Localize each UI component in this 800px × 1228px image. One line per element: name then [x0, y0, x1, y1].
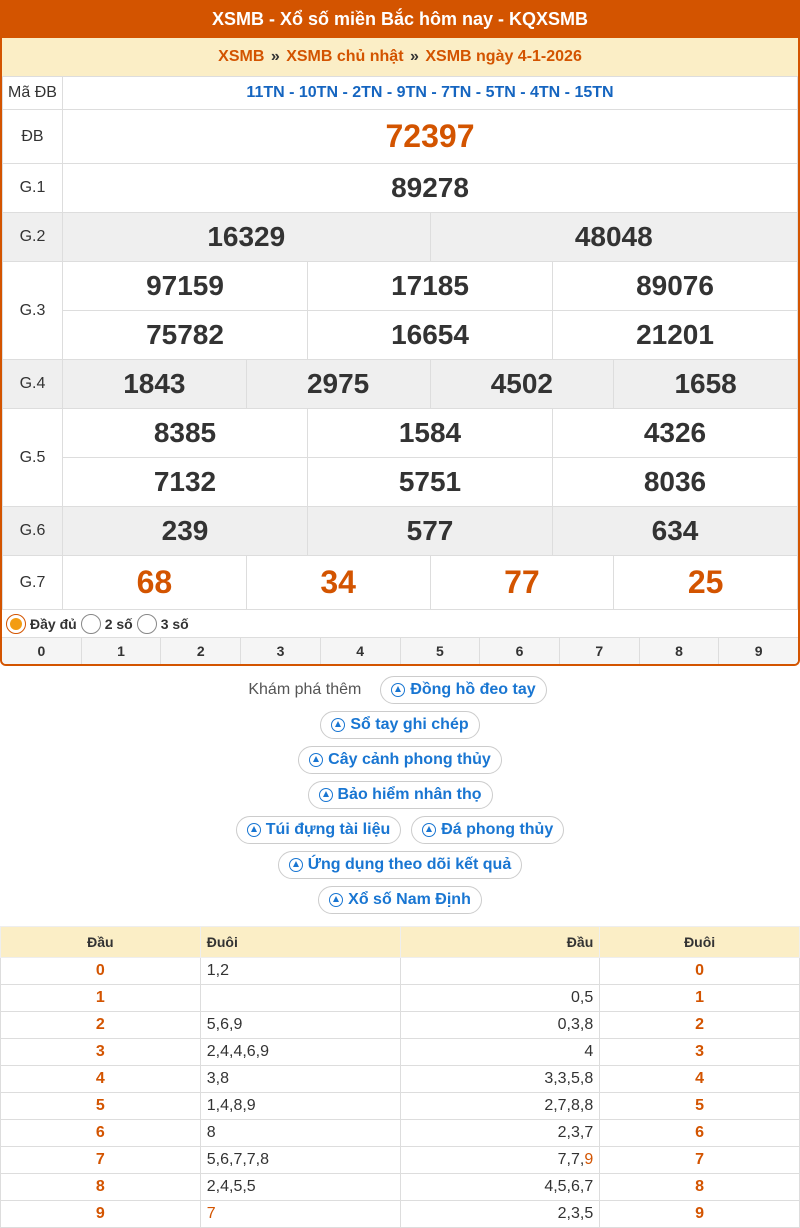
filter-3-digit-label: 3 số [160, 615, 189, 632]
table-row [1, 1147, 800, 1174]
loto-heads-text: 7,7, [557, 1151, 585, 1168]
explore-chip[interactable] [278, 851, 522, 879]
explore-chip-label: Đồng hồ đeo tay [410, 681, 536, 698]
loto-heads-highlight: 9 [584, 1151, 594, 1168]
filter-2-digit-option[interactable] [81, 614, 133, 634]
loto-tail-digit: 2 [600, 1012, 800, 1039]
bolt-icon [329, 893, 343, 907]
loto-tail-digit: 3 [600, 1039, 800, 1066]
prize-g1: 89278 [63, 164, 798, 213]
loto-head-digit: 9 [1, 1201, 201, 1228]
prize-g3: 89076 [553, 262, 798, 311]
loto-heads: 3,3,5,8 [400, 1066, 600, 1093]
table-row [1, 985, 800, 1012]
bolt-icon [247, 823, 261, 837]
prize-g6: 239 [63, 507, 308, 556]
table-row [1, 1012, 800, 1039]
prize-g4: 4502 [430, 360, 614, 409]
loto-tails: 1,4,8,9 [200, 1093, 400, 1120]
loto-head-digit: 0 [1, 958, 201, 985]
loto-tail-digit: 5 [600, 1093, 800, 1120]
breadcrumb [2, 38, 798, 76]
loto-header-dau: Đầu [1, 927, 201, 958]
table-row [1, 1174, 800, 1201]
digit-button[interactable]: 2 [161, 638, 241, 664]
loto-head-digit: 2 [1, 1012, 201, 1039]
breadcrumb-xsmb-link[interactable]: XSMB [218, 48, 265, 65]
prize-g5: 8036 [553, 458, 798, 507]
table-row [1, 1093, 800, 1120]
radio-unchecked-icon[interactable] [81, 614, 101, 634]
breadcrumb-sunday-link[interactable]: XSMB chủ nhật [286, 48, 404, 65]
digit-highlight-bar [2, 638, 798, 664]
prize-label-g5: G.5 [3, 409, 63, 507]
loto-head-digit: 1 [1, 985, 201, 1012]
digit-button[interactable]: 3 [241, 638, 321, 664]
explore-chip[interactable] [318, 886, 482, 914]
bolt-icon [309, 753, 323, 767]
explore-chip[interactable] [320, 711, 479, 739]
prize-g3: 21201 [553, 311, 798, 360]
table-row [1, 1120, 800, 1147]
bolt-icon [391, 683, 405, 697]
bolt-icon [289, 858, 303, 872]
explore-chip[interactable] [308, 781, 493, 809]
prize-label-db: ĐB [3, 110, 63, 164]
prize-g5: 8385 [63, 409, 308, 458]
loto-heads: 2,3,7 [400, 1120, 600, 1147]
prize-g3: 17185 [308, 262, 553, 311]
loto-heads: 0,5 [400, 985, 600, 1012]
prize-label-g1: G.1 [3, 164, 63, 213]
prize-g2: 48048 [430, 213, 798, 262]
loto-tails: 2,4,4,6,9 [200, 1039, 400, 1066]
filter-2-digit-label: 2 số [104, 615, 133, 632]
prize-g7: 77 [430, 556, 614, 610]
digit-button[interactable]: 1 [82, 638, 162, 664]
prize-label-g2: G.2 [3, 213, 63, 262]
explore-chip-label: Đá phong thủy [441, 821, 554, 838]
radio-checked-icon[interactable] [6, 614, 26, 634]
madb-label: Mã ĐB [3, 77, 63, 110]
loto-header-dau: Đầu [400, 927, 600, 958]
loto-heads [400, 958, 600, 985]
prize-g3: 75782 [63, 311, 308, 360]
loto-tails [200, 1201, 400, 1228]
display-filter [2, 610, 798, 638]
loto-head-digit: 8 [1, 1174, 201, 1201]
loto-tails: 3,8 [200, 1066, 400, 1093]
loto-table [0, 926, 800, 1228]
explore-chip-label: Bảo hiểm nhân thọ [337, 786, 482, 803]
explore-chip[interactable] [380, 676, 546, 704]
prize-label-g3: G.3 [3, 262, 63, 360]
madb-codes: 11TN - 10TN - 2TN - 9TN - 7TN - 5TN - 4TN - 15TN [63, 77, 798, 110]
breadcrumb-separator: » [270, 48, 280, 65]
table-row [1, 1039, 800, 1066]
table-row [1, 1201, 800, 1228]
special-prize: 72397 [63, 110, 798, 164]
explore-chip-label: Sổ tay ghi chép [350, 716, 469, 733]
prize-g3: 16654 [308, 311, 553, 360]
loto-head-digit: 6 [1, 1120, 201, 1147]
loto-tails: 8 [200, 1120, 400, 1147]
prize-g6: 577 [308, 507, 553, 556]
prize-g5: 7132 [63, 458, 308, 507]
loto-tail-digit: 4 [600, 1066, 800, 1093]
loto-tails: 1,2 [200, 958, 400, 985]
loto-heads: 2,3,5 [400, 1201, 600, 1228]
prize-label-g4: G.4 [3, 360, 63, 409]
explore-more-section [0, 676, 800, 921]
digit-button[interactable]: 4 [321, 638, 401, 664]
bolt-icon [422, 823, 436, 837]
radio-unchecked-icon[interactable] [137, 614, 157, 634]
prize-g7: 25 [614, 556, 798, 610]
loto-heads: 0,3,8 [400, 1012, 600, 1039]
explore-chip[interactable] [411, 816, 564, 844]
filter-3-digit-option[interactable] [137, 614, 189, 634]
bolt-icon [319, 788, 333, 802]
loto-heads: 2,7,8,8 [400, 1093, 600, 1120]
loto-tail-digit: 6 [600, 1120, 800, 1147]
prize-g5: 1584 [308, 409, 553, 458]
loto-heads: 4,5,6,7 [400, 1174, 600, 1201]
table-row [1, 958, 800, 985]
prize-g2: 16329 [63, 213, 431, 262]
prize-g6: 634 [553, 507, 798, 556]
breadcrumb-separator: » [409, 48, 419, 65]
explore-chip-label: Túi đựng tài liệu [265, 821, 391, 838]
table-row [1, 1066, 800, 1093]
results-table [2, 76, 798, 610]
prize-g7: 68 [63, 556, 247, 610]
digit-button[interactable]: 5 [401, 638, 481, 664]
breadcrumb-date-link[interactable]: XSMB ngày 4-1-2026 [425, 48, 582, 65]
explore-chip-label: Xổ số Nam Định [348, 891, 471, 908]
loto-tail-digit: 9 [600, 1201, 800, 1228]
loto-tail-digit: 0 [600, 958, 800, 985]
explore-label: Khám phá thêm [248, 681, 362, 698]
loto-header-duoi: Đuôi [200, 927, 400, 958]
loto-head-digit: 4 [1, 1066, 201, 1093]
loto-tails: 5,6,7,7,8 [200, 1147, 400, 1174]
prize-label-g6: G.6 [3, 507, 63, 556]
loto-tails: 2,4,5,5 [200, 1174, 400, 1201]
explore-chip[interactable] [236, 816, 401, 844]
loto-tails: 5,6,9 [200, 1012, 400, 1039]
loto-head-digit: 7 [1, 1147, 201, 1174]
page-title: XSMB - Xổ số miền Bắc hôm nay - KQXSMB [2, 0, 798, 38]
filter-full-option[interactable] [6, 614, 77, 634]
prize-label-g7: G.7 [3, 556, 63, 610]
loto-tail-digit: 1 [600, 985, 800, 1012]
loto-head-digit: 3 [1, 1039, 201, 1066]
prize-g4: 1843 [63, 360, 247, 409]
loto-tails-highlight: 7 [206, 1205, 216, 1222]
loto-head-digit: 5 [1, 1093, 201, 1120]
bolt-icon [331, 718, 345, 732]
prize-g7: 34 [246, 556, 430, 610]
explore-chip-label: Cây cảnh phong thủy [328, 751, 491, 768]
loto-heads: 4 [400, 1039, 600, 1066]
prize-g4: 1658 [614, 360, 798, 409]
loto-tails [200, 985, 400, 1012]
prize-g5: 5751 [308, 458, 553, 507]
loto-tail-digit: 8 [600, 1174, 800, 1201]
explore-chip-label: Ứng dụng theo dõi kết quả [307, 856, 512, 873]
loto-heads [400, 1147, 600, 1174]
digit-button[interactable]: 7 [560, 638, 640, 664]
prize-g5: 4326 [553, 409, 798, 458]
loto-tail-digit: 7 [600, 1147, 800, 1174]
digit-button[interactable]: 0 [2, 638, 82, 664]
digit-button[interactable]: 8 [640, 638, 720, 664]
prize-g3: 97159 [63, 262, 308, 311]
prize-g4: 2975 [246, 360, 430, 409]
loto-header-duoi: Đuôi [600, 927, 800, 958]
explore-chip[interactable] [298, 746, 502, 774]
digit-button[interactable]: 9 [754, 643, 763, 659]
digit-button[interactable]: 6 [480, 638, 560, 664]
filter-full-label: Đầy đủ [30, 615, 77, 632]
